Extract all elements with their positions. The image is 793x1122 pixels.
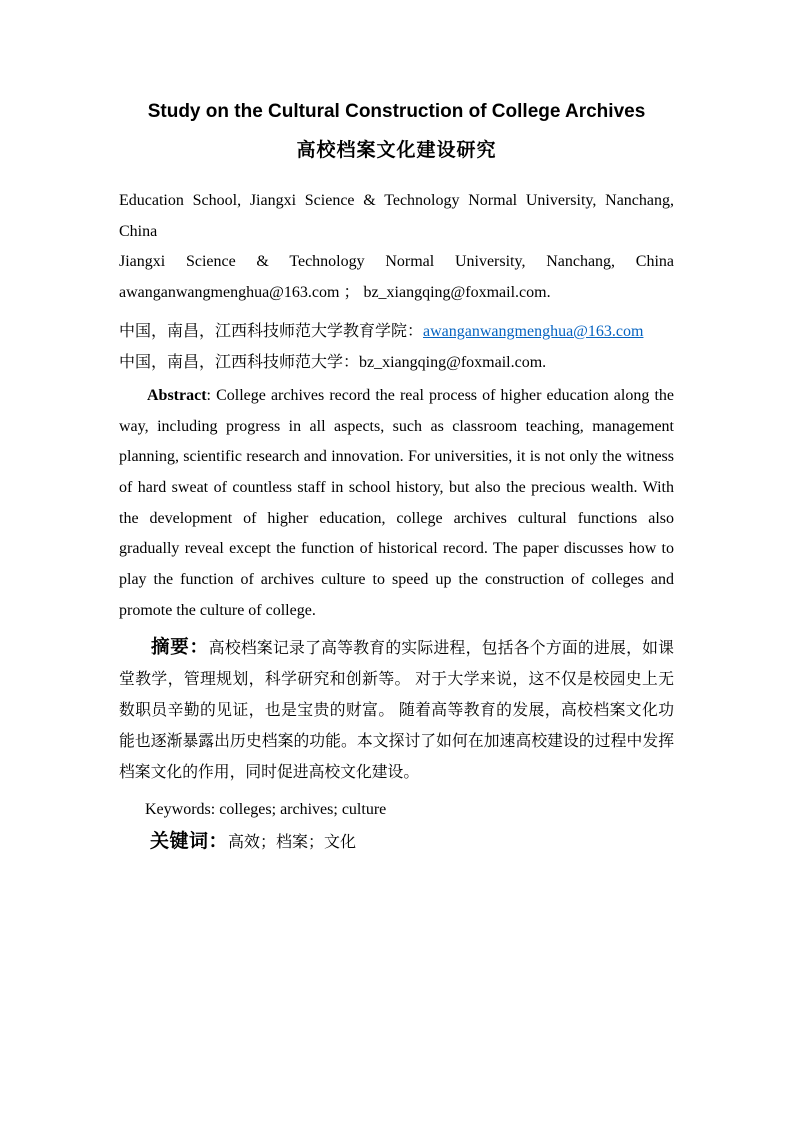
affiliation-en-line-1: Education School, Jiangxi Science & Technology Normal University, Nanchang,: [119, 192, 674, 209]
abstract-label: Abstract: [147, 386, 207, 404]
abstract-zh-label: 摘要：: [151, 636, 209, 658]
paper-title-chinese: 高校档案文化建设研究: [296, 140, 497, 161]
paper-title-english: Study on the Cultural Construction of College Archives: [147, 101, 646, 122]
abstract-zh-line-1-text: 高校档案记录了高等教育的实际进程，包括各个方面的进展，如课: [208, 640, 674, 658]
affiliation-en-line-2: China: [119, 222, 158, 240]
keywords-chinese: [119, 826, 674, 859]
abstract-en-line-1-text: : College archives record the real process of higher education along the: [206, 386, 674, 404]
abstract-en-line-1: [119, 381, 674, 412]
affiliation-emails-line: awanganwangmenghua@163.com ； bz_xiangqing@foxmail.com.: [119, 284, 551, 302]
abstract-zh-line-5: 档案文化的作用，同时促进高校文化建设。: [119, 764, 420, 782]
affiliation-zh-line-2: 中国，南昌，江西科技师范大学：bz_xiangqing@foxmail.com.: [119, 353, 547, 371]
abstract-en-line-7: play the function of archives culture to speed up the construction of colleges and: [119, 571, 674, 589]
email-hyperlink[interactable]: awanganwangmenghua@163.com: [423, 322, 644, 340]
affiliation-zh-line-1: [119, 316, 674, 347]
keywords-zh-label: 关键词：: [150, 831, 229, 853]
abstract-en-line-6: gradually reveal except the function of historical record. The paper discusses how to: [119, 540, 674, 558]
abstract-en-line-4: of hard sweat of countless staff in school history, but also the precious wealth. With: [119, 478, 674, 496]
affiliation-en-line-3: Jiangxi Science & Technology Normal University, Nanchang, China: [119, 253, 674, 271]
affiliation-zh-line-1-text: 中国，南昌，江西科技师范大学教育学院：: [119, 322, 424, 340]
abstract-chinese: [119, 631, 674, 788]
keywords-zh-line: [119, 826, 674, 859]
abstract-en-line-3: planning, scientific research and innovation. For universities, it is not only the witness: [119, 448, 674, 466]
abstract-english: [119, 381, 674, 627]
abstract-zh-line-4: 能也逐渐暴露出历史档案的功能。本文探讨了如何在加速高校建设的过程中发挥: [119, 733, 674, 751]
affiliation-chinese: [119, 316, 674, 378]
keywords-en-line: Keywords: colleges; archives; culture: [145, 801, 387, 819]
abstract-zh-line-3: 数职员辛勤的见证，也是宝贵的财富。 随着高等教育的发展，高校档案文化功: [119, 702, 674, 720]
abstract-zh-line-1: [119, 631, 674, 664]
abstract-en-line-2: way, including progress in all aspects, such as classroom teaching, management: [119, 417, 674, 435]
affiliation-english: [119, 186, 674, 309]
keywords-english: [119, 795, 674, 826]
abstract-en-line-5: the development of higher education, college archives cultural functions also: [119, 509, 674, 527]
abstract-en-line-8: promote the culture of college.: [119, 601, 316, 619]
keywords-zh-text: 高效；档案；文化: [228, 834, 357, 852]
abstract-zh-line-2: 堂教学，管理规划，科学研究和创新等。 对于大学来说，这不仅是校园史上无: [119, 671, 674, 689]
